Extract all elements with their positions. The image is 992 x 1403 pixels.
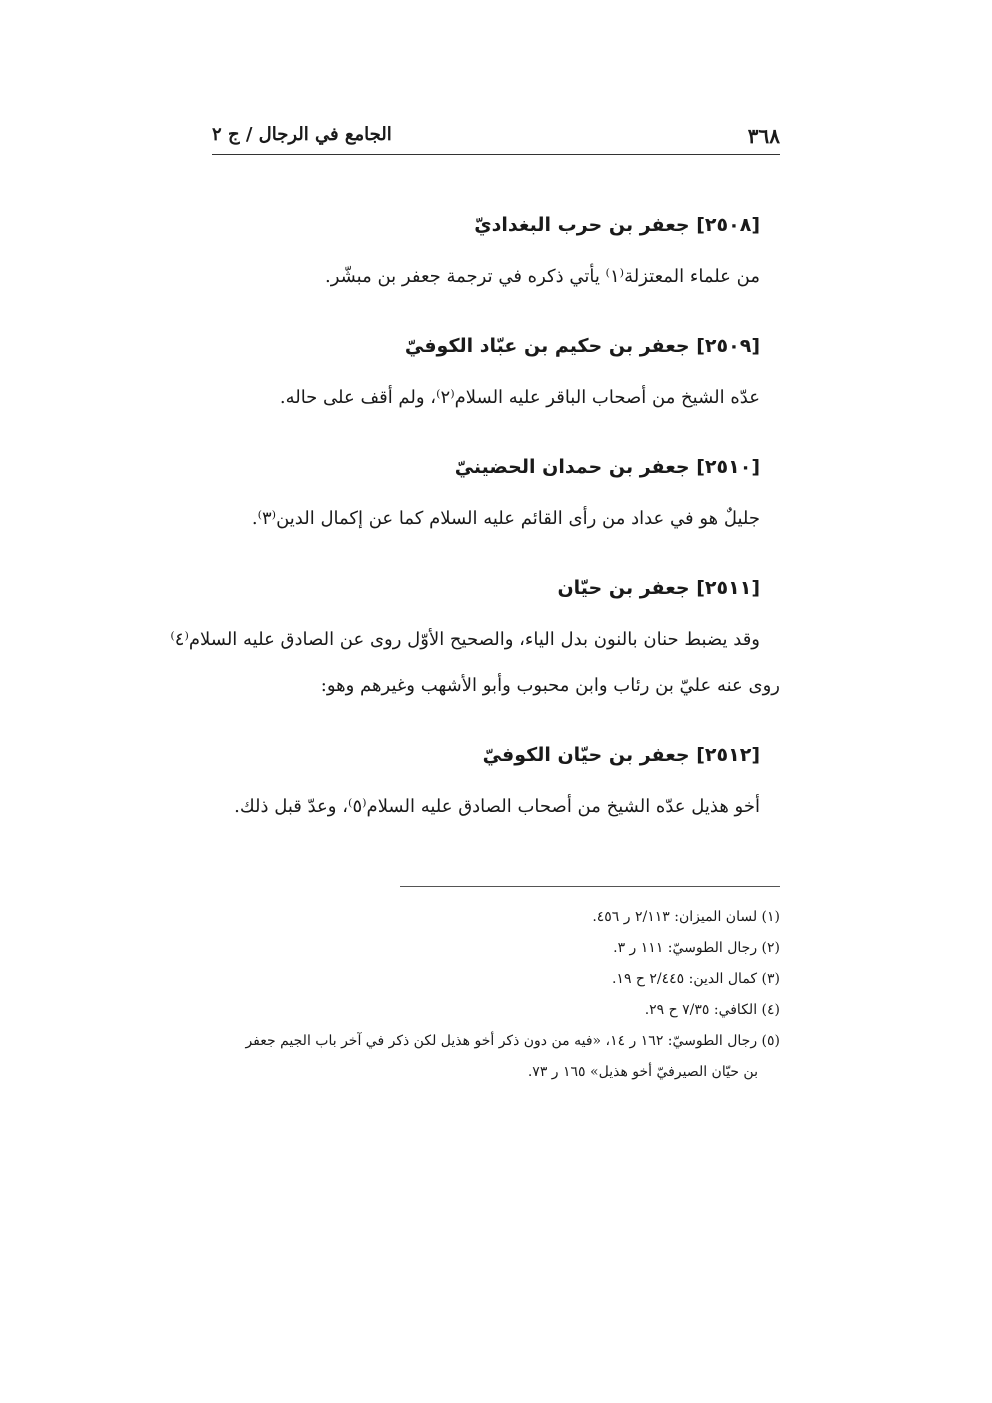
entry-2512 <box>212 740 760 830</box>
entry-heading: [٢٥١٢] جعفر بن حيّان الكوفيّ <box>482 744 760 766</box>
footnote-divider <box>400 886 780 887</box>
footnote-5-continuation: بن حيّان الصيرفيّ أخو هذيل» ١٦٥ ر ٧٣. <box>527 1064 758 1080</box>
footnote-4: (٤) الكافي: ٧/٣٥ ح ٢٩. <box>644 1002 780 1018</box>
entry-2508 <box>212 210 760 300</box>
entry-text: من علماء المعتزلة⁽١⁾ يأتي ذكره في ترجمة جعفر بن مبشّر. <box>324 266 760 287</box>
entry-heading: [٢٥٠٩] جعفر بن حكيم بن عبّاد الكوفيّ <box>404 335 760 357</box>
entry-heading: [٢٥١٠] جعفر بن حمدان الحضينيّ <box>454 456 760 478</box>
entry-heading: [٢٥١١] جعفر بن حيّان <box>557 577 760 599</box>
page-number: ٣٦٨ <box>747 124 780 148</box>
entry-heading: [٢٥٠٨] جعفر بن حرب البغداديّ <box>474 214 760 236</box>
entry-2509 <box>212 331 760 421</box>
entry-text: أخو هذيل عدّه الشيخ من أصحاب الصادق عليه السلام⁽٥⁾، وعدّ قبل ذلك. <box>234 796 760 817</box>
entry-text: جليلٌ هو في عداد من رأى القائم عليه السلام كما عن إكمال الدين⁽٣⁾. <box>251 508 760 529</box>
book-title: الجامع في الرجال / ج ٢ <box>212 124 392 145</box>
footnotes <box>212 902 780 1088</box>
running-header <box>212 122 780 155</box>
entry-text: وقد يضبط حنان بالنون بدل الياء، والصحيح الأوّل روى عن الصادق عليه السلام⁽٤⁾ <box>170 629 760 650</box>
footnote-5: (٥) رجال الطوسيّ: ١٦٢ ر ١٤، «فيه من دون ذكر أخو هذيل لكن ذكر في آخر باب الجيم جعفر <box>245 1033 780 1049</box>
entry-2510 <box>212 452 760 542</box>
main-text <box>170 210 780 861</box>
entry-text: عدّه الشيخ من أصحاب الباقر عليه السلام⁽٢⁾، ولم أقف على حاله. <box>279 387 760 408</box>
footnote-2: (٢) رجال الطوسيّ: ١١١ ر ٣. <box>613 940 780 956</box>
entry-text: روى عنه عليّ بن رئاب وابن محبوب وأبو الأشهب وغيرهم وهو: <box>320 675 780 696</box>
footnote-1: (١) لسان الميزان: ٢/١١٣ ر ٤٥٦. <box>592 909 780 925</box>
footnote-3: (٣) كمال الدين: ٢/٤٤٥ ح ١٩. <box>611 971 780 987</box>
entry-2511 <box>170 573 780 709</box>
